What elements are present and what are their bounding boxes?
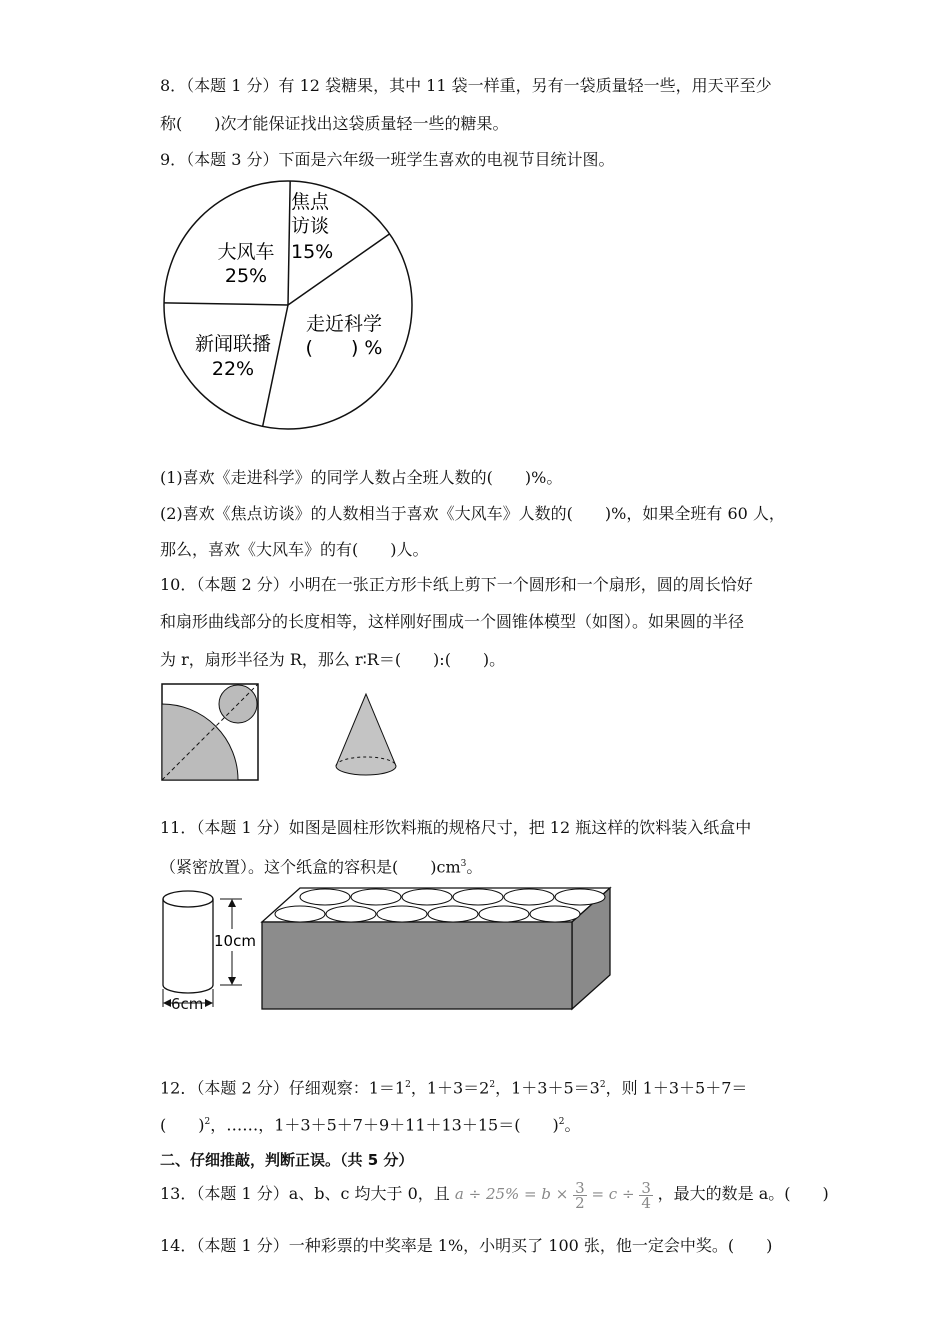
bottle-top-circle bbox=[428, 906, 478, 922]
cone-figure bbox=[158, 680, 398, 785]
q12-line2: ( )$^2$，……，1＋3＋5＋7＋9＋11＋13＋15＝( )$^2$。 bbox=[160, 1115, 581, 1135]
bottle-top-circle bbox=[530, 906, 580, 922]
cone-body bbox=[336, 694, 396, 775]
bottle-top-circle bbox=[555, 889, 605, 905]
q12-line1: 12．（本题 2 分）仔细观察：$1=1^2$，$1+3=2^2$，$1+3+5=3^2$，则 1＋3＋5＋7＝ bbox=[160, 1078, 748, 1098]
q13-equation: a ÷ 25% = b × $\frac{3}{2}$ = c ÷ $\frac{3}{4}$ bbox=[454, 1178, 651, 1212]
height-label: 10cm bbox=[214, 932, 256, 950]
bottle-top-circle bbox=[479, 906, 529, 922]
bottle-top-circle bbox=[504, 889, 554, 905]
q9-sub1: (1)喜欢《走进科学》的同学人数占全班人数的( )%。 bbox=[160, 468, 563, 487]
q9-sub2-line2: 那么，喜欢《大风车》的有( )人。 bbox=[160, 540, 429, 559]
slice-label-zoujin: 走近科学 bbox=[305, 313, 383, 335]
bottle-top-circle bbox=[351, 889, 401, 905]
bottle-top-circle bbox=[402, 889, 452, 905]
pie-chart bbox=[158, 180, 418, 430]
q10-line2: 和扇形曲线部分的长度相等，这样刚好围成一个圆锥体模型（如图）。如果圆的半径 bbox=[160, 612, 745, 631]
q9-sub2-line1: (2)喜欢《焦点访谈》的人数相当于喜欢《大风车》人数的( )%，如果全班有 60 人， bbox=[160, 504, 785, 523]
q8-line1: 8．（本题 1 分）有 12 袋糖果，其中 11 袋一样重，另有一袋质量轻一些，用天平至少 bbox=[160, 76, 772, 95]
bottle-top-circle bbox=[377, 906, 427, 922]
diameter-label: 6cm bbox=[171, 995, 204, 1013]
bottle-box-figure bbox=[158, 885, 618, 1015]
cone-diagram bbox=[158, 680, 398, 785]
slice-percent-xinwen: 22% bbox=[211, 358, 255, 380]
slice-label-jiaodian-line2: 访谈 bbox=[291, 215, 330, 237]
q10-line3: 为 r，扇形半径为 R，那么 r∶R＝( ):( )。 bbox=[160, 650, 506, 669]
slice-percent-zoujin: ( ) % bbox=[305, 337, 383, 359]
q11-line2: （紧密放置）。这个纸盒的容积是( )$cm^3$。 bbox=[160, 857, 483, 877]
slice-label-xinwen: 新闻联播 bbox=[194, 333, 272, 355]
cylinder-bottom bbox=[163, 985, 213, 993]
bottle-top-circle bbox=[300, 889, 350, 905]
q9-intro: 9．（本题 3 分）下面是六年级一班学生喜欢的电视节目统计图。 bbox=[160, 150, 615, 169]
slice-percent-dafengche: 25% bbox=[224, 265, 268, 287]
slice-percent-jiaodian: 15% bbox=[291, 241, 334, 263]
slice-label-jiaodian-line1: 焦点 bbox=[291, 191, 330, 213]
bottle-box-diagram bbox=[158, 885, 618, 1015]
pie-chart-figure bbox=[158, 180, 418, 430]
q8-line2: 称( )次才能保证找出这袋质量轻一些的糖果。 bbox=[160, 114, 509, 133]
bottle-top-circle bbox=[275, 906, 325, 922]
q10-line1: 10．（本题 2 分）小明在一张正方形卡纸上剪下一个圆形和一个扇形，圆的周长恰好 bbox=[160, 575, 753, 594]
section2-heading: 二、仔细推敲，判断正误。（共 5 分） bbox=[160, 1151, 414, 1169]
q11-line1: 11．（本题 1 分）如图是圆柱形饮料瓶的规格尺寸，把 12 瓶这样的饮料装入纸盒中 bbox=[160, 818, 752, 837]
bottle-top-circle bbox=[326, 906, 376, 922]
slice-label-dafengche: 大风车 bbox=[217, 241, 275, 263]
q14-line: 14．（本题 1 分）一种彩票的中奖率是 1%，小明买了 100 张，他一定会中奖。( ) bbox=[160, 1236, 773, 1255]
box-front bbox=[262, 922, 572, 1009]
cylinder-top bbox=[163, 891, 213, 907]
bottle-top-circle bbox=[453, 889, 503, 905]
q13-line: 13．（本题 1 分）a、b、c 均大于 0，且 a ÷ 25% = b × $\frac{3}{2}$ = c ÷ $\frac{3}{4}$ ，最大的数是 a。( ) bbox=[160, 1178, 829, 1212]
